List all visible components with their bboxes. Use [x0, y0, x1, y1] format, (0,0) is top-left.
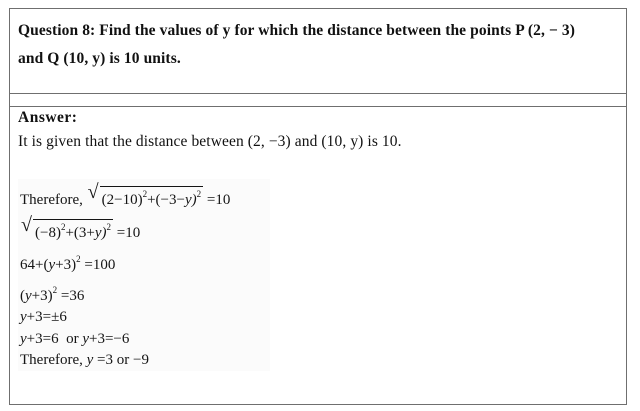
answer-intro-text: It is given that the distance between (2, −3) and (10, y) is 10. [18, 133, 402, 150]
therefore-label: Therefore, [20, 192, 83, 208]
question-line-2: and Q (10, y) is 10 units. [18, 50, 181, 67]
working-line-7: Therefore, y =3 or −9 [20, 352, 149, 368]
working-line-2: √ $(-8)^2+(3+y)^2 =10$ [21, 214, 141, 241]
working-line-4: $(y+3)^2 =36$ [20, 285, 85, 304]
square-root-2 [21, 214, 113, 242]
separator-band [10, 94, 626, 107]
radicand-1: $(2-10)^2+(-3-y)^2$ [100, 186, 203, 209]
solution-working-image [18, 179, 270, 371]
answer-heading: Answer: [18, 109, 78, 126]
radical-sign-icon: √ [87, 181, 99, 203]
working-line-1: Therefore, √ $(2-10)^2+(-3-y)^2 =10$ [20, 181, 231, 208]
radicand-2: $(-8)^2+(3+y)^2$ [33, 219, 113, 242]
question-line-1: Question 8: Find the values of y for which the distance between the points P (2, − 3) [18, 22, 575, 39]
qa-card [9, 8, 627, 405]
radical-sign-icon: √ [21, 214, 32, 236]
question-block [10, 9, 626, 94]
working-line-6: y+3=6 or y+3=−6 [20, 331, 130, 347]
working-line-3: $64+(y+3)^2 =100$ [20, 254, 116, 273]
working-line-5: y+3=±6 [20, 309, 67, 325]
